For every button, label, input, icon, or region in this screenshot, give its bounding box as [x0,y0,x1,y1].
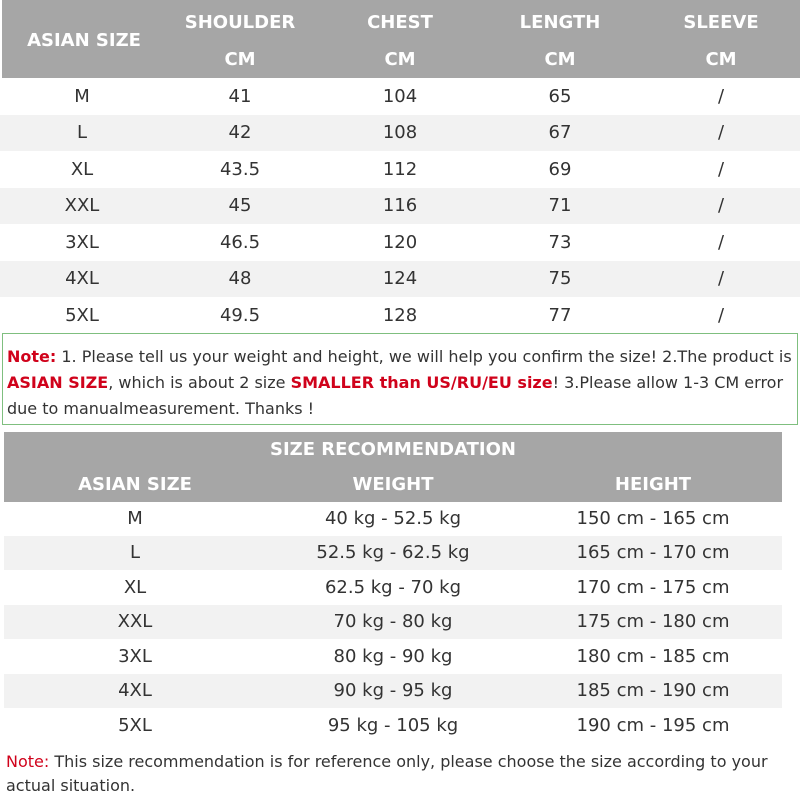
cell-weight: 80 kg - 90 kg [333,646,453,667]
header-chest: CHEST [367,12,433,33]
cell-size: 4XL [118,680,152,701]
header-asian-size: ASIAN SIZE [78,474,192,495]
cell-chest: 116 [382,195,418,216]
size-chart-header [2,0,800,78]
cell-height: 185 cm - 190 cm [576,680,730,701]
cell-height: 170 cm - 175 cm [576,577,730,598]
table-row [0,225,800,261]
recommendation-title: SIZE RECOMMENDATION [270,439,516,460]
cell-length: 67 [548,122,572,143]
cell-height: 190 cm - 195 cm [576,715,730,736]
cell-weight: 90 kg - 95 kg [333,680,453,701]
cell-weight: 70 kg - 80 kg [333,611,453,632]
cell-sleeve: / [717,159,725,180]
table-row [4,674,782,708]
recommendation-note [2,750,798,798]
cell-length: 65 [548,86,572,107]
cell-shoulder: 43.5 [219,159,261,180]
table-row [0,152,800,188]
cell-size: 5XL [65,305,99,326]
cell-length: 69 [548,159,572,180]
cell-sleeve: / [717,268,725,289]
cell-shoulder: 42 [228,122,252,143]
header-length: LENGTH [519,12,601,33]
cell-length: 77 [548,305,572,326]
cell-length: 71 [548,195,572,216]
cell-shoulder: 49.5 [219,305,261,326]
cell-weight: 62.5 kg - 70 kg [324,577,462,598]
cell-shoulder: 45 [228,195,252,216]
cell-shoulder: 46.5 [219,232,261,253]
cell-size: L [76,122,88,143]
header-height: HEIGHT [614,474,692,495]
header-chest-unit: CM [384,49,416,70]
cell-size: 3XL [65,232,99,253]
cell-size: XL [70,159,94,180]
note-highlight-smaller: SMALLER than US/RU/EU size [290,373,553,392]
cell-sleeve: / [717,86,725,107]
cell-shoulder: 41 [228,86,252,107]
header-length-unit: CM [544,49,576,70]
cell-sleeve: / [717,232,725,253]
note-label: Note: [6,752,50,771]
cell-chest: 104 [382,86,418,107]
table-row [4,605,782,639]
note-label: Note: [7,347,57,366]
cell-size: XXL [64,195,100,216]
table-row [4,502,782,536]
cell-sleeve: / [717,195,725,216]
note-text: This size recommendation is for reference only, please choose the size according to your actual situation. [6,752,768,795]
cell-sleeve: / [717,122,725,143]
cell-height: 150 cm - 165 cm [576,508,730,529]
cell-length: 73 [548,232,572,253]
table-row [0,298,800,334]
cell-chest: 108 [382,122,418,143]
cell-length: 75 [548,268,572,289]
cell-size: M [74,86,90,107]
size-note [2,333,798,425]
table-row [4,709,782,743]
header-weight: WEIGHT [352,474,434,495]
recommendation-header [4,432,782,502]
cell-size: L [129,542,141,563]
table-row [4,640,782,674]
cell-shoulder: 48 [228,268,252,289]
note-text-part3: ! 3.Please allow 1-3 CM error due to manualmeasurement. Thanks ! [7,373,784,418]
cell-height: 165 cm - 170 cm [576,542,730,563]
note-highlight-asian-size: ASIAN SIZE [7,373,109,392]
cell-size: XL [123,577,147,598]
header-asian-size: ASIAN SIZE [27,30,141,51]
table-row [4,536,782,570]
header-sleeve-unit: CM [705,49,737,70]
header-shoulder: SHOULDER [184,12,296,33]
header-sleeve: SLEEVE [683,12,759,33]
table-row [0,79,800,115]
cell-size: 3XL [118,646,152,667]
cell-chest: 120 [382,232,418,253]
table-row [0,115,800,151]
cell-weight: 40 kg - 52.5 kg [324,508,462,529]
note-text-part1: 1. Please tell us your weight and height, we will help you confirm the size! 2.The product is [56,347,792,366]
cell-sleeve: / [717,305,725,326]
table-row [4,571,782,605]
cell-height: 175 cm - 180 cm [576,611,730,632]
cell-size: 4XL [65,268,99,289]
table-row [0,188,800,224]
header-shoulder-unit: CM [224,49,256,70]
cell-weight: 52.5 kg - 62.5 kg [316,542,470,563]
cell-size: 5XL [118,715,152,736]
cell-height: 180 cm - 185 cm [576,646,730,667]
cell-weight: 95 kg - 105 kg [327,715,459,736]
table-row [0,261,800,297]
note-text-part2: , which is about 2 size [108,373,291,392]
cell-chest: 128 [382,305,418,326]
cell-size: XXL [117,611,153,632]
cell-chest: 124 [382,268,418,289]
cell-size: M [127,508,143,529]
cell-chest: 112 [382,159,418,180]
